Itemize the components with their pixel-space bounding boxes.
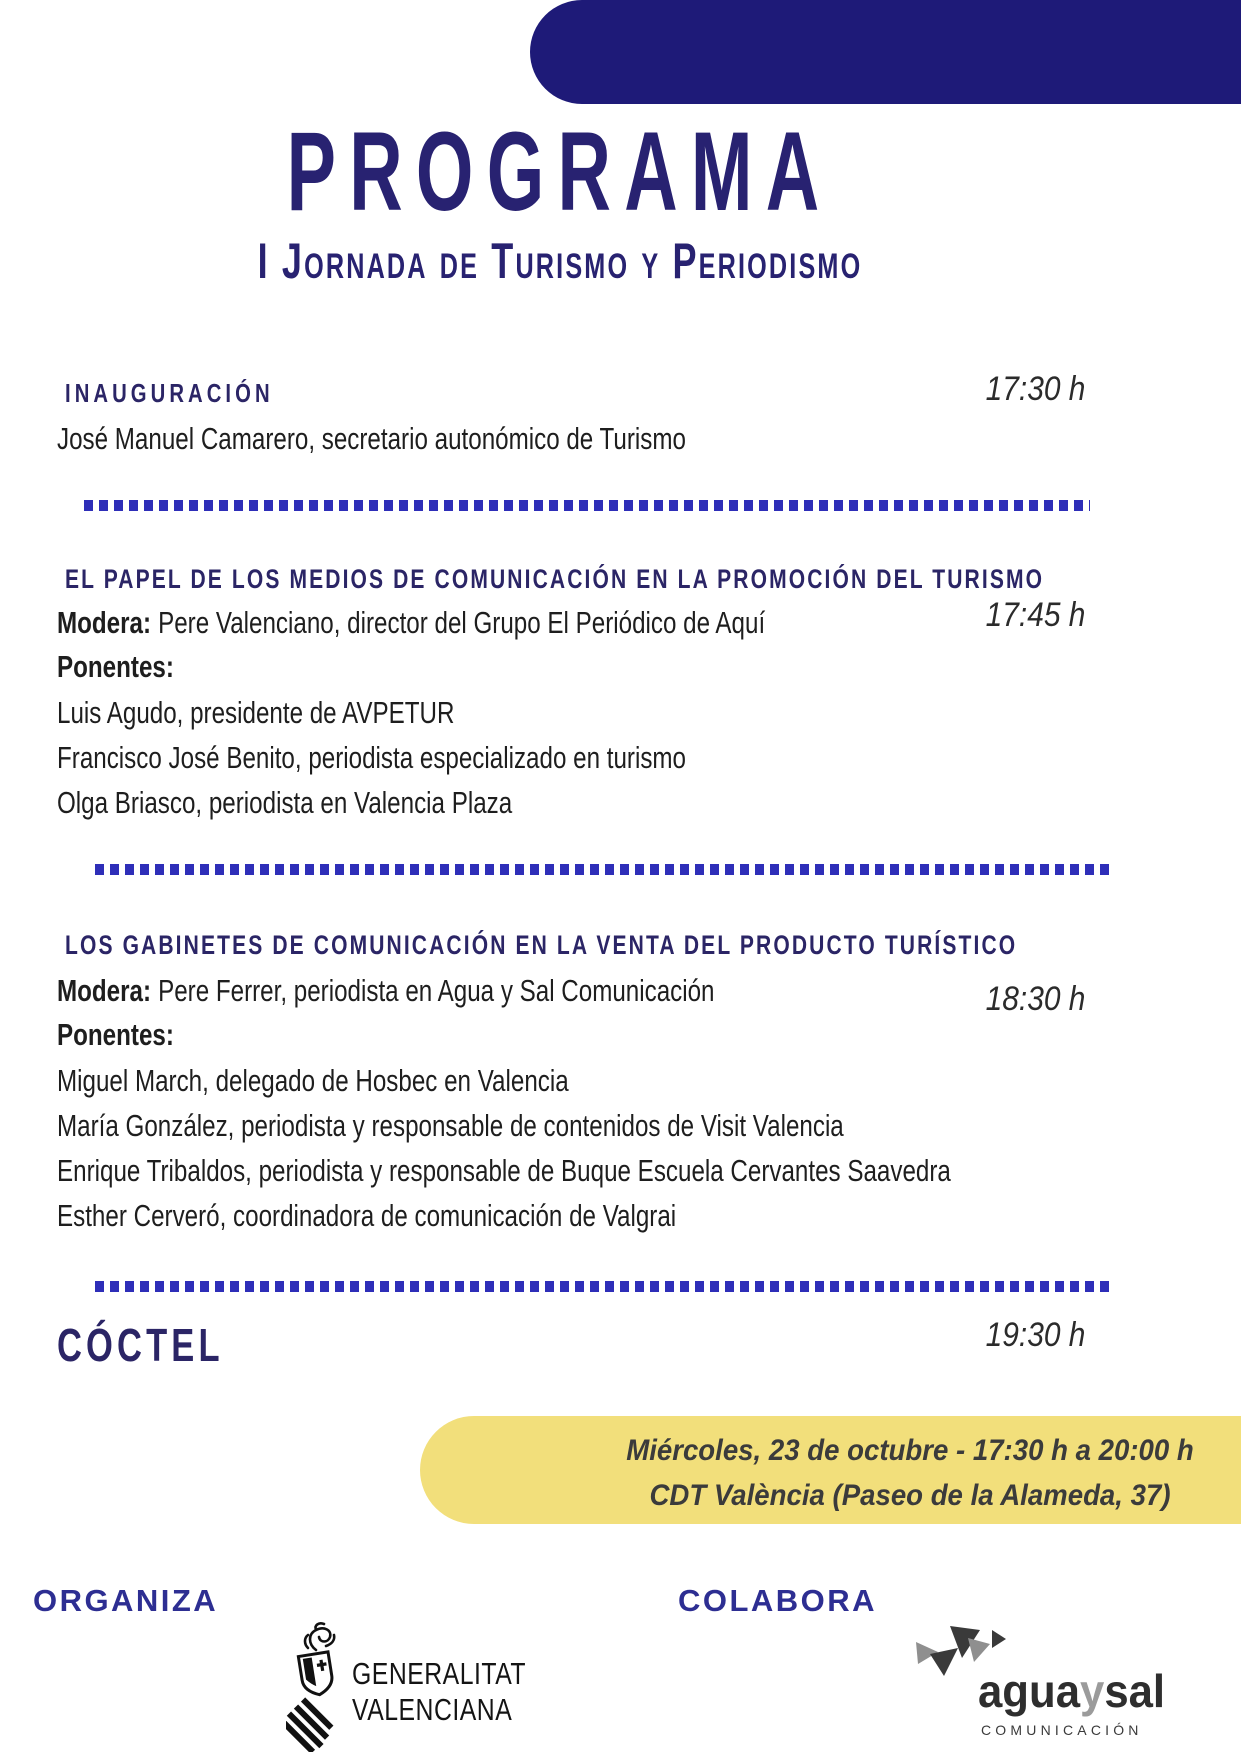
session1-title: INAUGURACIÓN [65,378,274,408]
top-navy-pill-shape [530,0,1241,104]
dotted-divider [95,1281,1109,1292]
session2-speakers-label: Ponentes: [57,649,174,684]
session3-speaker-2: María González, periodista y responsable de contenidos de Visit Valencia [57,1108,844,1143]
session2-title: EL PAPEL DE LOS MEDIOS DE COMUNICACIÓN EN LA PROMOCIÓN DEL TURISMO [65,564,1045,594]
moderator-name: Pere Valenciano, director del Grupo El Periódico de Aquí [158,605,766,640]
organiza-label: ORGANIZA [33,1583,219,1618]
dotted-divider [84,500,1090,511]
session3-speaker-3: Enrique Tribaldos, periodista y responsable de Buque Escuela Cervantes Saavedra [57,1153,951,1188]
session2-speaker-3: Olga Briasco, periodista en Valencia Plaza [57,785,513,820]
session3-speaker-4: Esther Cerveró, coordinadora de comunicación de Valgrai [57,1198,677,1233]
generalitat-valenciana-wordmark [352,1656,526,1728]
session2-speaker-1: Luis Agudo, presidente de AVPETUR [57,695,455,730]
session3-speakers-label: Ponentes: [57,1017,174,1052]
header [0,109,1120,234]
dotted-divider [95,864,1109,875]
event-date-time: Miércoles, 23 de octubre - 17:30 h a 20:00 h [626,1434,1194,1467]
session1-time: 17:30 h [985,370,1085,408]
session4-title: CÓCTEL [57,1319,224,1371]
colabora-label: COLABORA [678,1583,877,1618]
header-subtitle-wrap [0,234,1120,289]
aguaysal-word-y: y [1080,1665,1105,1717]
session3-time: 18:30 h [985,980,1085,1018]
aguaysal-word-sal: sal [1104,1665,1166,1717]
session3-title: LOS GABINETES DE COMUNICACIÓN EN LA VENTA DEL PRODUCTO TURÍSTICO [65,930,1018,960]
aguaysal-word-agua: agua [978,1665,1081,1717]
session1-speaker: José Manuel Camarero, secretario autonómico de Turismo [57,421,686,456]
session4-time: 19:30 h [985,1316,1085,1354]
page-subtitle: I Jornada de Turismo y Periodismo [257,233,863,289]
moderator-label: Modera: [57,973,152,1008]
event-venue: CDT València (Paseo de la Alameda, 37) [649,1479,1171,1512]
gv-wordmark-line1: GENERALITAT [352,1656,527,1691]
session3-speaker-1: Miguel March, delegado de Hosbec en Valencia [57,1063,569,1098]
session2-time: 17:45 h [985,596,1085,634]
aguaysal-wordmark [978,1664,1165,1718]
aguaysal-tagline: COMUNICACIÓN [981,1722,1143,1738]
session3-moderator [57,972,715,1009]
moderator-label: Modera: [57,605,152,640]
session2-speaker-2: Francisco José Benito, periodista especializado en turismo [57,740,687,775]
page-title: PROGRAMA [287,109,833,234]
gv-wordmark-line2: VALENCIANA [352,1692,513,1727]
session2-moderator [57,604,765,641]
moderator-name: Pere Ferrer, periodista en Agua y Sal Comunicación [158,973,715,1008]
generalitat-valenciana-emblem-icon [286,1620,350,1755]
